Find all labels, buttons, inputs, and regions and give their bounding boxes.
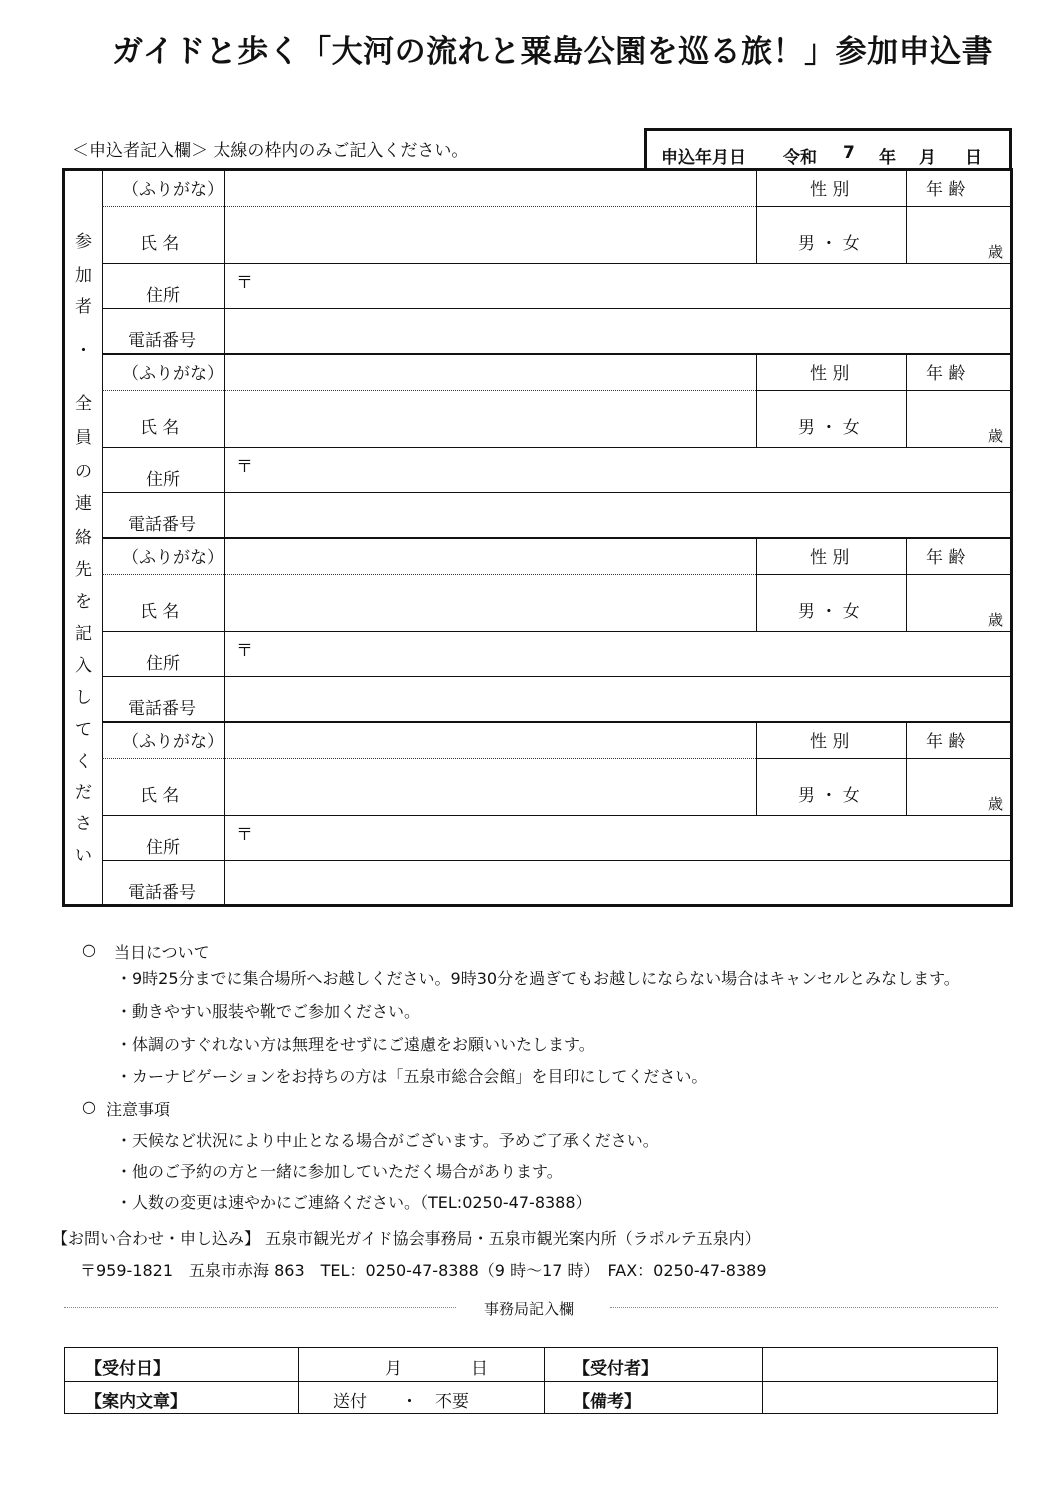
separator-right xyxy=(610,1307,998,1308)
name-label: 氏 名 xyxy=(140,418,180,438)
name-label: 氏 名 xyxy=(140,786,180,806)
day-item: ・9時25分までに集合場所へお越しください。9時30分を過ぎてもお越しにならない場合はキャンセルとみなします。 xyxy=(116,969,960,988)
furigana-label: （ふりがな） xyxy=(122,180,224,200)
postal-mark: 〒 xyxy=(236,273,253,293)
row-divider xyxy=(102,263,1010,264)
day-item: ・動きやすい服装や靴でご参加ください。 xyxy=(116,1002,421,1021)
received-date-label: 【受付日】 xyxy=(85,1359,170,1379)
side-label-char: 全 xyxy=(75,394,92,414)
contact-line-1: 【お問い合わせ・申し込み】 五泉市観光ガイド協会事務局・五泉市観光案内所（ラポルテ五泉内） xyxy=(52,1229,761,1248)
date-day-unit[interactable]: 日 xyxy=(965,148,982,168)
received-day[interactable]: 日 xyxy=(471,1359,488,1379)
side-label-char: 者 xyxy=(75,297,92,317)
application-date-box xyxy=(644,128,1012,170)
guide-doc-label: 【案内文章】 xyxy=(85,1392,187,1412)
age-label: 年 齢 xyxy=(926,180,966,200)
age-input[interactable] xyxy=(908,391,1008,446)
label-col-divider xyxy=(224,355,225,539)
gender-label: 性 別 xyxy=(810,732,850,752)
phone-input[interactable] xyxy=(226,862,1008,904)
address-input[interactable] xyxy=(252,817,1008,859)
age-col-divider xyxy=(906,171,907,264)
office-use-table xyxy=(64,1347,998,1414)
address-label: 住所 xyxy=(146,654,180,674)
side-label-char: て xyxy=(75,720,92,740)
received-month[interactable]: 月 xyxy=(385,1359,402,1379)
gender-col-divider xyxy=(756,355,757,448)
row-divider xyxy=(102,815,1010,816)
caution-item: ・天候など状況により中止となる場合がございます。予めご了承ください。 xyxy=(116,1131,659,1150)
label-col-divider xyxy=(224,171,225,355)
gender-col-divider xyxy=(756,539,757,632)
participant-form xyxy=(62,168,1013,907)
age-unit: 歳 xyxy=(988,611,1004,629)
office-heading: 事務局記入欄 xyxy=(484,1300,575,1318)
side-label-char: い xyxy=(75,846,92,866)
phone-label: 電話番号 xyxy=(128,699,196,719)
age-col-divider xyxy=(906,355,907,448)
address-label: 住所 xyxy=(146,470,180,490)
row-divider xyxy=(102,860,1010,861)
date-month-unit[interactable]: 月 xyxy=(919,148,936,168)
row-divider xyxy=(102,447,1010,448)
date-year: 7 xyxy=(843,143,855,163)
gender-col-divider xyxy=(756,723,757,816)
name-label: 氏 名 xyxy=(140,602,180,622)
label-col-divider xyxy=(224,723,225,907)
day-item: ・カーナビゲーションをお持ちの方は「五泉市総合会館」を目印にしてください。 xyxy=(116,1067,708,1086)
row-divider xyxy=(102,308,1010,309)
side-label-char: し xyxy=(75,688,92,708)
side-label-char: く xyxy=(75,752,92,772)
furigana-label: （ふりがな） xyxy=(122,548,224,568)
side-label-char: 員 xyxy=(75,428,92,448)
side-label-char: 入 xyxy=(75,656,92,676)
gender-label: 性 別 xyxy=(810,548,850,568)
gender-options[interactable]: 男 ・ 女 xyxy=(798,602,860,622)
furigana-input[interactable] xyxy=(226,539,754,573)
office-col-divider xyxy=(298,1348,299,1413)
office-col-divider xyxy=(762,1348,763,1413)
applicant-instructions: ＜申込者記入欄＞ 太線の枠内のみご記入ください。 xyxy=(72,141,469,161)
age-unit: 歳 xyxy=(988,795,1004,813)
address-label: 住所 xyxy=(146,286,180,306)
name-input[interactable] xyxy=(226,207,754,262)
phone-input[interactable] xyxy=(226,310,1008,352)
address-input[interactable] xyxy=(252,265,1008,307)
age-input[interactable] xyxy=(908,759,1008,814)
name-label: 氏 名 xyxy=(140,234,180,254)
postal-mark: 〒 xyxy=(236,457,253,477)
row-divider xyxy=(102,631,1010,632)
phone-input[interactable] xyxy=(226,678,1008,720)
caution-circle-icon: ○ xyxy=(82,1097,96,1116)
name-input[interactable] xyxy=(226,575,754,630)
day-item: ・体調のすぐれない方は無理をせずにご遠慮をお願いいたします。 xyxy=(116,1035,595,1054)
caution-item: ・他のご予約の方と一緒に参加していただく場合があります。 xyxy=(116,1162,563,1181)
gender-label: 性 別 xyxy=(810,180,850,200)
contact-line-2: 〒959-1821 五泉市赤海 863 TEL：0250-47-8388（9 時～17 時） FAX：0250-47-8389 xyxy=(80,1261,767,1280)
participant-block xyxy=(102,355,1010,539)
age-label: 年 齢 xyxy=(926,364,966,384)
side-label-char: を xyxy=(75,592,92,612)
age-unit: 歳 xyxy=(988,427,1004,445)
name-input[interactable] xyxy=(226,391,754,446)
office-col-divider xyxy=(544,1348,545,1413)
address-label: 住所 xyxy=(146,838,180,858)
remarks-label: 【備考】 xyxy=(573,1392,641,1412)
side-label-char: だ xyxy=(75,783,92,803)
side-label-char: 参 xyxy=(75,232,92,252)
date-era: 令和 xyxy=(783,148,817,168)
form-title: ガイドと歩く「大河の流れと粟島公園を巡る旅！」参加申込書 xyxy=(112,34,994,70)
receiver-label: 【受付者】 xyxy=(573,1359,658,1379)
phone-label: 電話番号 xyxy=(128,331,196,351)
date-year-unit: 年 xyxy=(879,148,896,168)
furigana-input[interactable] xyxy=(226,171,754,205)
separator-left xyxy=(64,1307,456,1308)
label-col-divider xyxy=(224,539,225,723)
gender-label: 性 別 xyxy=(810,364,850,384)
gender-options[interactable]: 男 ・ 女 xyxy=(798,418,860,438)
postal-mark: 〒 xyxy=(236,825,253,845)
age-col-divider xyxy=(906,539,907,632)
gender-col-divider xyxy=(756,171,757,264)
address-input[interactable] xyxy=(252,633,1008,675)
phone-input[interactable] xyxy=(226,494,1008,536)
postal-mark: 〒 xyxy=(236,641,253,661)
caution-heading: 注意事項 xyxy=(106,1100,171,1119)
side-label-char: 絡 xyxy=(75,528,92,548)
age-label: 年 齢 xyxy=(926,732,966,752)
participant-block xyxy=(102,539,1010,723)
address-input[interactable] xyxy=(252,449,1008,491)
side-label-char: さ xyxy=(75,814,92,834)
side-label-char: 加 xyxy=(75,266,92,286)
phone-label: 電話番号 xyxy=(128,515,196,535)
phone-label: 電話番号 xyxy=(128,883,196,903)
furigana-input[interactable] xyxy=(226,355,754,389)
furigana-label: （ふりがな） xyxy=(122,732,224,752)
side-label-char: の xyxy=(75,462,92,482)
side-label-char: 先 xyxy=(75,560,92,580)
office-row-divider xyxy=(65,1381,997,1382)
side-label-char: 連 xyxy=(75,494,92,514)
gender-options[interactable]: 男 ・ 女 xyxy=(798,234,860,254)
name-input[interactable] xyxy=(226,759,754,814)
age-unit: 歳 xyxy=(988,243,1004,261)
send-options[interactable]: 送付 ・ 不要 xyxy=(333,1392,469,1412)
gender-options[interactable]: 男 ・ 女 xyxy=(798,786,860,806)
furigana-label: （ふりがな） xyxy=(122,364,224,384)
row-divider xyxy=(102,676,1010,677)
participant-block xyxy=(102,171,1010,355)
participant-block xyxy=(102,723,1010,907)
date-label: 申込年月日 xyxy=(661,148,746,168)
age-input[interactable] xyxy=(908,575,1008,630)
age-label: 年 齢 xyxy=(926,548,966,568)
side-instruction xyxy=(65,171,103,904)
day-circle-icon: ○ xyxy=(82,940,96,959)
side-label-char: 記 xyxy=(75,624,92,644)
furigana-input[interactable] xyxy=(226,723,754,757)
caution-item: ・人数の変更は速やかにご連絡ください。（TEL:0250-47-8388） xyxy=(116,1193,592,1212)
day-heading: 当日について xyxy=(114,943,210,962)
age-col-divider xyxy=(906,723,907,816)
age-input[interactable] xyxy=(908,207,1008,262)
row-divider xyxy=(102,492,1010,493)
side-label-char: ・ xyxy=(75,341,92,361)
